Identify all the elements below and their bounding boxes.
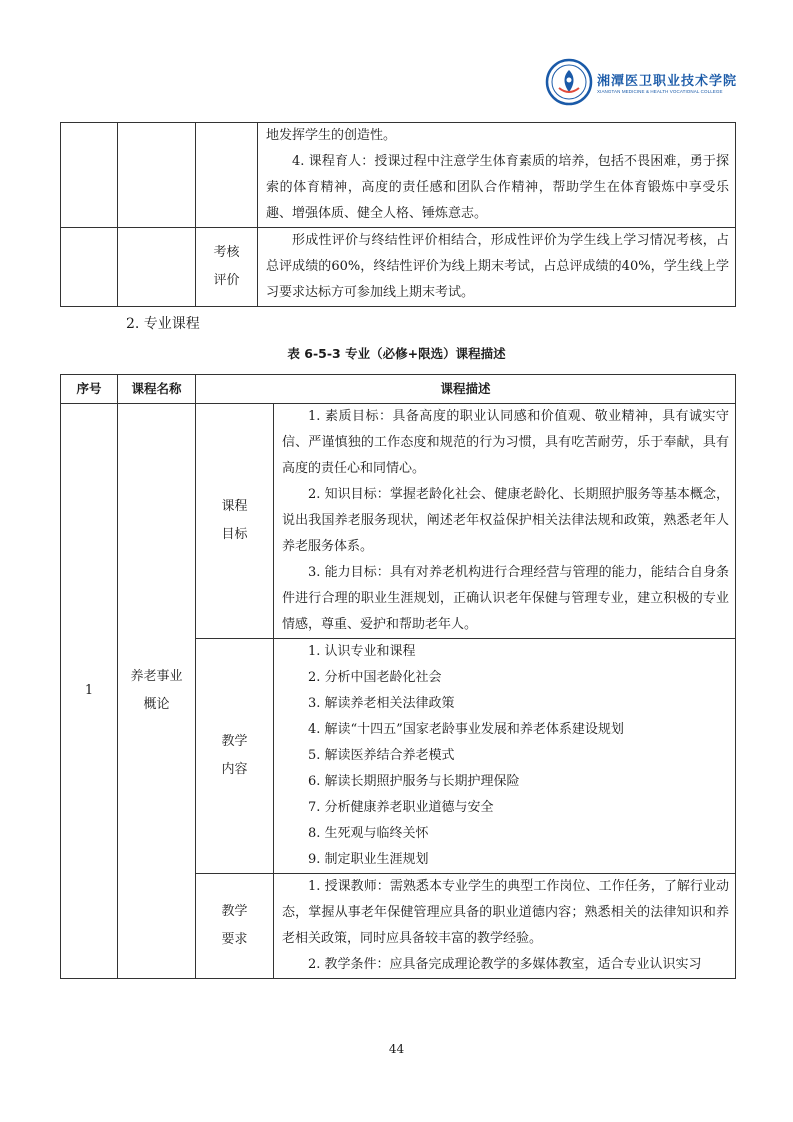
paragraph-ideology: 4. 课程育人：授课过程中注意学生体育素质的培养，包括不畏困难，勇于探索的体育精神，高度的责任感和团队合作精神，帮助学生在体育锻炼中享受乐趣、增强体质、健全人格、锤炼意志。 [266, 154, 729, 221]
content-label [196, 639, 274, 874]
list-item: 1. 认识专业和课程 [308, 644, 416, 659]
objective-knowledge: 2. 知识目标：掌握老龄化社会、健康老龄化、长期照护服务等基本概念，说出我国养老服务现状，阐述老年权益保护相关法律法规和政策，熟悉老年人养老服务体系。 [282, 487, 730, 554]
course-name-line2: 概论 [143, 697, 170, 712]
school-name-en: XIANGTAN MEDICINE & HEALTH VOCATIONAL COLLEGE [597, 89, 723, 94]
assessment-label-line1: 考核 [213, 245, 240, 260]
empty-cell [61, 228, 118, 307]
content-label-line1: 教学 [221, 734, 248, 749]
assessment-text: 形成性评价与终结性评价相结合，形成性评价为学生线上学习情况考核，占总评成绩的60%，终结性评价为线上期末考试，占总评成绩的40%，学生线上学习要求达标方可参加线上期末考试。 [266, 233, 729, 300]
header-seq: 序号 [61, 375, 118, 404]
professional-course-table [60, 374, 736, 979]
objective-ability: 3. 能力目标：具有对养老机构进行合理经营与管理的能力，能结合自身条件进行合理的职业生涯规划，正确认识老年保健与管理专业，建立积极的专业情感，尊重、爱护和帮助老年人。 [282, 565, 730, 632]
assessment-label [196, 228, 258, 307]
objectives-label-line2: 目标 [221, 527, 248, 542]
content-list [282, 639, 729, 873]
row-seq: 1 [61, 404, 118, 979]
table-caption: 表 6-5-3 专业（必修+限选）课程描述 [287, 346, 506, 361]
page-number: 44 [388, 1042, 405, 1056]
list-item: 7. 分析健康养老职业道德与安全 [308, 800, 494, 815]
content-label-line2: 内容 [221, 762, 248, 777]
list-item: 5. 解读医养结合养老模式 [308, 748, 455, 763]
objective-quality: 1. 素质目标：具备高度的职业认同感和价值观、敬业精神，具有诚实守信、严谨慎独的工作态度和规范的行为习惯，具有吃苦耐劳，乐于奉献，具有高度的责任心和同情心。 [282, 409, 730, 476]
requirement-conditions: 2. 教学条件：应具备完成理论教学的多媒体教室，适合专业认识实习 [308, 957, 702, 972]
list-item: 6. 解读长期照护服务与长期护理保险 [308, 774, 520, 789]
section-title: 2. 专业课程 [126, 316, 200, 332]
school-name-cn: 湘潭医卫职业技术学院 [597, 74, 738, 89]
header-course-name: 课程名称 [118, 375, 196, 404]
school-logo [545, 58, 745, 108]
table-header-row [61, 375, 736, 404]
list-item: 8. 生死观与临终关怀 [308, 826, 429, 841]
requirements-label-line1: 教学 [221, 904, 248, 919]
requirement-teacher: 1. 授课教师：需熟悉本专业学生的典型工作岗位、工作任务，了解行业动态，掌握从事老年保健管理应具备的职业道德内容；熟悉相关的法律知识和养老相关政策，同时应具备较丰富的教学经验。 [282, 879, 730, 946]
content-cell [274, 639, 736, 874]
course-text-cell [258, 123, 736, 228]
empty-cell [118, 228, 196, 307]
continued-text: 地发挥学生的创造性。 [266, 128, 397, 143]
objectives-label-line1: 课程 [221, 499, 248, 514]
objectives-label [196, 404, 274, 639]
list-item: 3. 解读养老相关法律政策 [308, 696, 455, 711]
objectives-cell [274, 404, 736, 639]
requirements-cell [274, 874, 736, 979]
assessment-label-line2: 评价 [213, 273, 240, 288]
empty-cell [61, 123, 118, 228]
course-name [118, 404, 196, 979]
list-item: 9. 制定职业生涯规划 [308, 852, 429, 867]
list-item: 4. 解读“十四五”国家老龄事业发展和养老体系建设规划 [308, 722, 624, 737]
empty-cell [118, 123, 196, 228]
assessment-cell [258, 228, 736, 307]
requirements-label [196, 874, 274, 979]
school-emblem-icon [545, 58, 593, 106]
empty-cell [196, 123, 258, 228]
course-table-continued [60, 122, 736, 307]
table-row [61, 404, 736, 639]
list-item: 2. 分析中国老龄化社会 [308, 670, 442, 685]
requirements-label-line2: 要求 [221, 932, 248, 947]
course-name-line1: 养老事业 [130, 669, 183, 684]
header-course-desc: 课程描述 [196, 375, 736, 404]
